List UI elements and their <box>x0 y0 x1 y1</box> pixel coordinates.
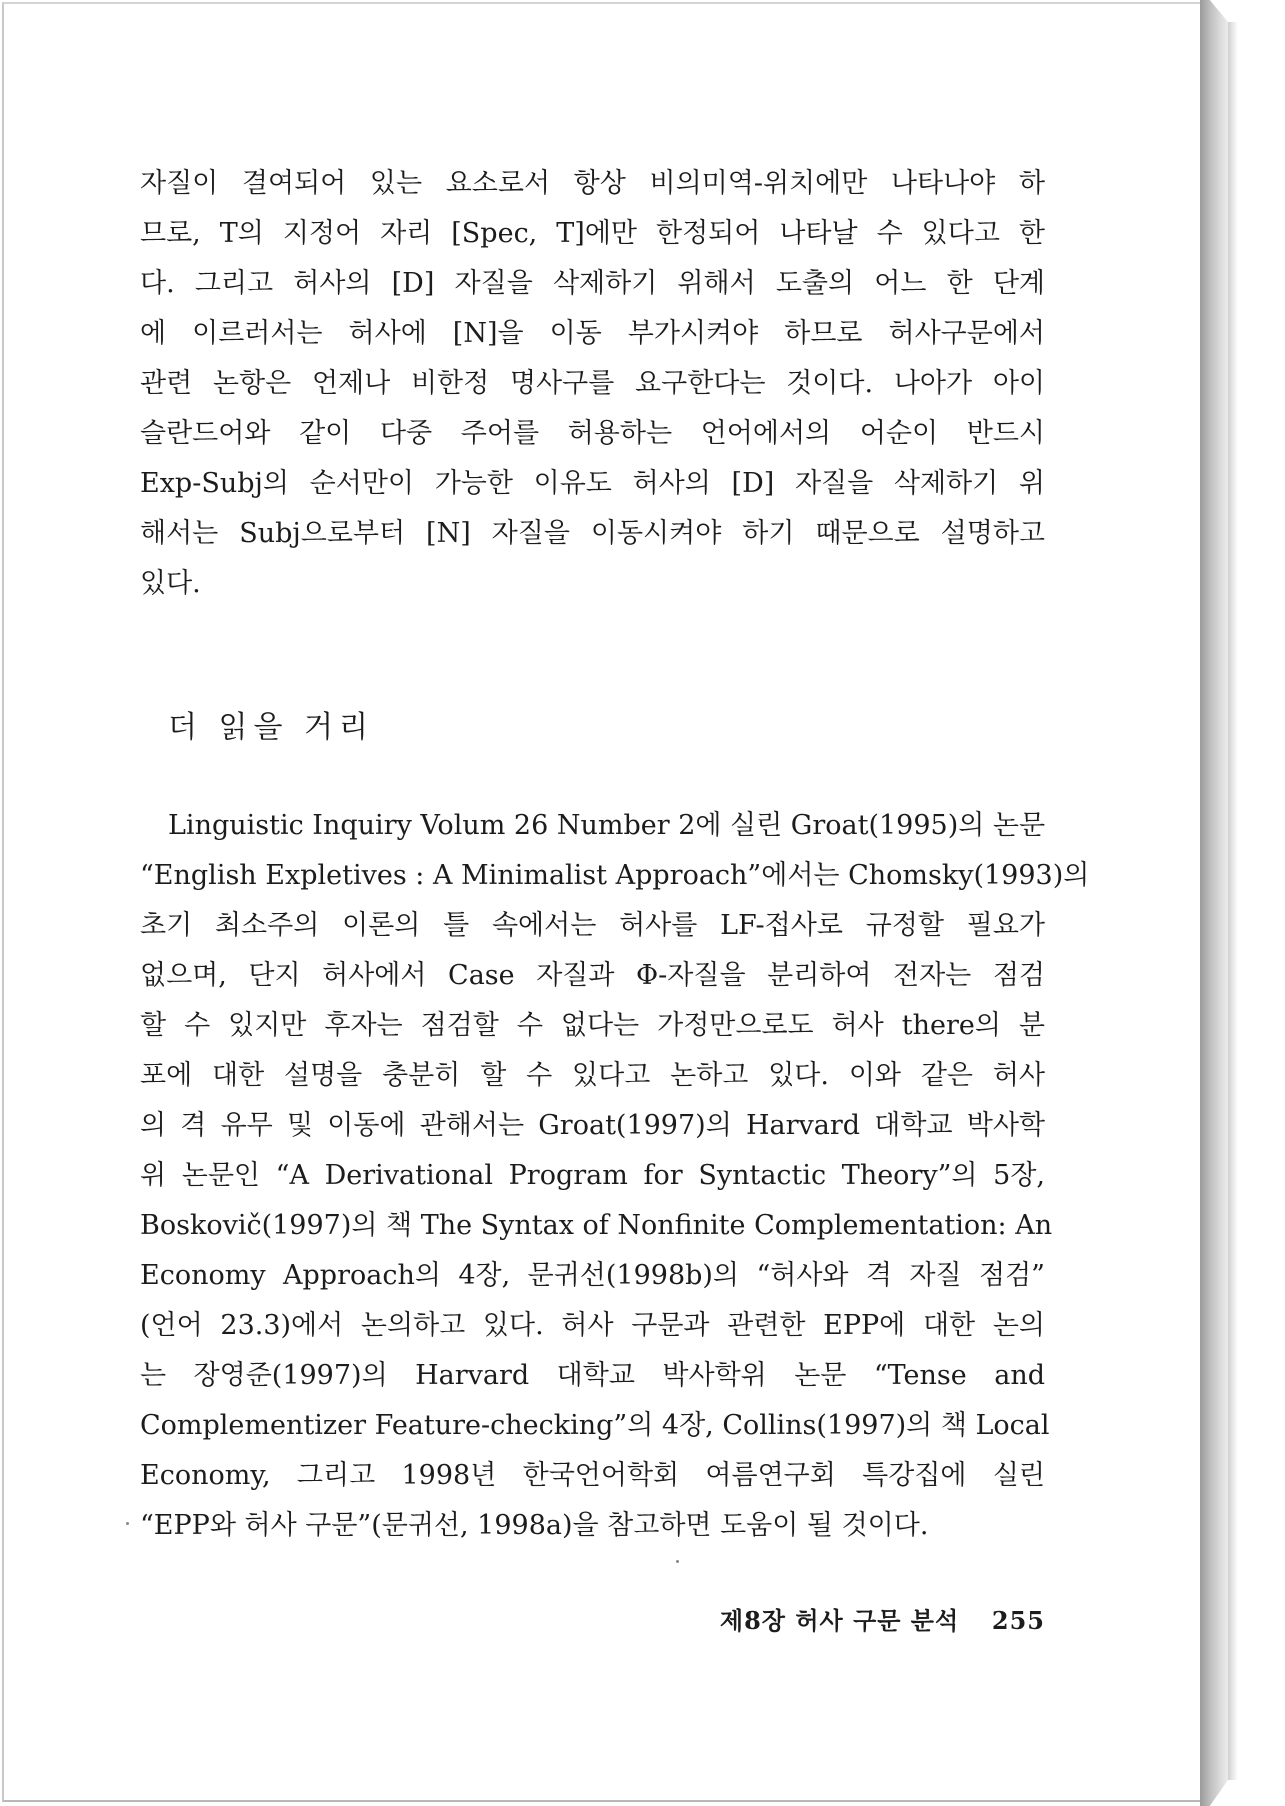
text-line: “EPP와 허사 구문”(문귀선, 1998a)을 참고하면 도움이 될 것이다. <box>140 1510 929 1541</box>
page-footer <box>600 1601 1045 1636</box>
text-line: 관련 논항은 언제나 비한정 명사구를 요구한다는 것이다. 나아가 아이 <box>140 368 1045 399</box>
text-line: 없으며, 단지 허사에서 Case 자질과 Φ-자질을 분리하여 전자는 점검 <box>140 960 1045 991</box>
text-line: 는 장영준(1997)의 Harvard 대학교 박사학위 논문 “Tense and <box>140 1360 1045 1391</box>
text-line: 초기 최소주의 이론의 틀 속에서는 허사를 LF-접사로 규정할 필요가 <box>140 910 1045 941</box>
text-line: 에 이르러서는 허사에 [N]을 이동 부가시켜야 하므로 허사구문에서 <box>140 318 1045 349</box>
text-line: 위 논문인 “A Derivational Program for Syntactic Theory”의 5장, <box>140 1160 1045 1191</box>
text-line: 포에 대한 설명을 충분히 할 수 있다고 논하고 있다. 이와 같은 허사 <box>140 1060 1045 1091</box>
body-paragraph-2 <box>140 801 1090 1551</box>
page-shadow <box>1228 22 1238 1780</box>
chapter-title: 제8장 허사 구문 분석 <box>719 1606 960 1635</box>
text-line: Exp-Subj의 순서만이 가능한 이유도 허사의 [D] 자질을 삭제하기 위 <box>140 468 1045 499</box>
text-line: Complementizer Feature-checking”의 4장, Collins(1997)의 책 Local <box>140 1410 1050 1441</box>
text-line: Boskovič(1997)의 책 The Syntax of Nonfinite Complementation: An <box>140 1210 1053 1241</box>
body-paragraph-1 <box>140 159 1045 609</box>
scan-speck <box>676 1560 679 1563</box>
text-line: Economy Approach의 4장, 문귀선(1998b)의 “허사와 격 자질 점검” <box>140 1260 1045 1291</box>
text-line: 있다. <box>140 568 201 599</box>
text-line: “English Expletives : A Minimalist Approach”에서는 Chomsky(1993)의 <box>140 860 1090 891</box>
text-line: 의 격 유무 및 이동에 관해서는 Groat(1997)의 Harvard 대학교 박사학 <box>140 1110 1045 1141</box>
text-line: 자질이 결여되어 있는 요소로서 항상 비의미역-위치에만 나타나야 하 <box>140 168 1045 199</box>
text-line: 므로, T의 지정어 자리 [Spec, T]에만 한정되어 나타날 수 있다고 한 <box>140 218 1045 249</box>
text-line: 할 수 있지만 후자는 점검할 수 없다는 가정만으로도 허사 there의 분 <box>140 1010 1045 1041</box>
text-line: (언어 23.3)에서 논의하고 있다. 허사 구문과 관련한 EPP에 대한 논의 <box>140 1310 1045 1341</box>
scan-speck <box>126 1522 129 1525</box>
text-line: 해서는 Subj으로부터 [N] 자질을 이동시켜야 하기 때문으로 설명하고 <box>140 518 1045 549</box>
text-line: 다. 그리고 허사의 [D] 자질을 삭제하기 위해서 도출의 어느 한 단계 <box>140 268 1045 299</box>
text-line: 슬란드어와 같이 다중 주어를 허용하는 언어에서의 어순이 반드시 <box>140 418 1045 449</box>
page-number: 255 <box>991 1606 1045 1635</box>
page-stack-edge <box>1200 0 1228 1806</box>
text-line: Linguistic Inquiry Volum 26 Number 2에 실린 Groat(1995)의 논문 <box>168 810 1046 841</box>
text-line: Economy, 그리고 1998년 한국언어학회 여름연구회 특강집에 실린 <box>140 1460 1045 1491</box>
section-heading: 더 읽을 거리 <box>168 710 374 745</box>
